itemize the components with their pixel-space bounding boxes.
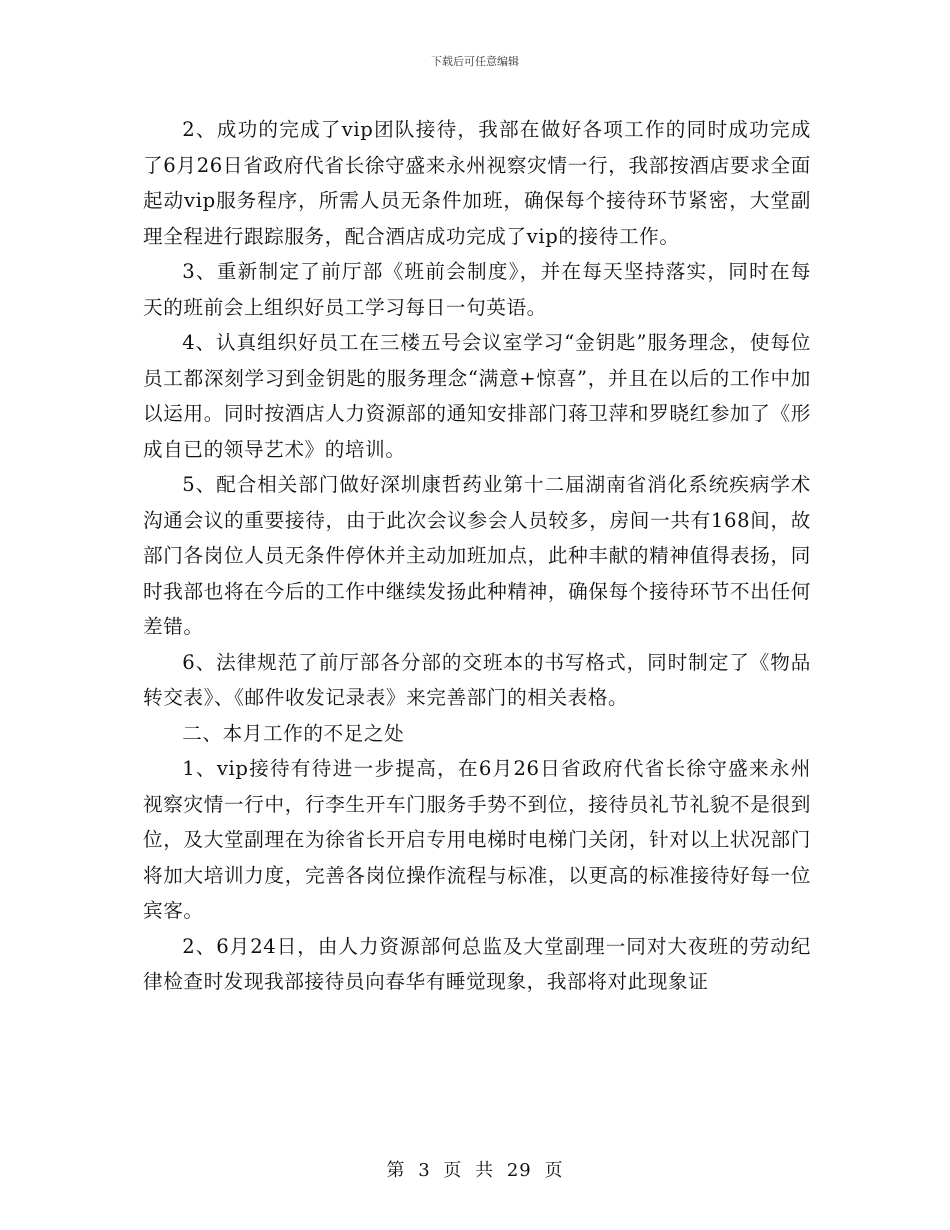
document-body bbox=[143, 112, 811, 1000]
paragraph-item-4: 4、认真组织好员工在三楼五号会议室学习“金钥匙”服务理念，使每位员工都深刻学习到金钥匙的服务理念“满意+惊喜”，并且在以后的工作中加以运用。同时按酒店人力资源部的通知安排部门蒋卫萍和罗晓红参加了《形成自已的领导艺术》的培训。 bbox=[143, 331, 811, 461]
paragraph-shortcoming-1: 1、vip接待有待进一步提高，在6月26日省政府代省长徐守盛来永州视察灾情一行中，行李生开车门服务手势不到位，接待员礼节礼貌不是很到位，及大堂副理在为徐省长开启专用电梯时电梯门关闭，针对以上状况部门将加大培训力度，完善各岗位操作流程与标准，以更高的标准接待好每一位宾客。 bbox=[143, 757, 811, 922]
section-heading-shortcomings: 二、本月工作的不足之处 bbox=[182, 721, 405, 745]
page-number-footer: 第 3 页 共 29 页 bbox=[386, 1160, 564, 1181]
page-header-note: 下载后可任意编辑 bbox=[431, 55, 519, 68]
paragraph-item-6: 6、法律规范了前厅部各分部的交班本的书写格式，同时制定了《物品转交表》、《邮件收发记录表》来完善部门的相关表格。 bbox=[143, 650, 811, 709]
paragraph-item-5: 5、配合相关部门做好深圳康哲药业第十二届湖南省消化系统疾病学术沟通会议的重要接待，由于此次会议参会人员较多，房间一共有168间，故部门各岗位人员无条件停休并主动加班加点，此种丰献的精神值得表扬，同时我部也将在今后的工作中继续发扬此种精神，确保每个接待环节不出任何差错。 bbox=[143, 473, 811, 638]
paragraph-item-3: 3、重新制定了前厅部《班前会制度》，并在每天坚持落实，同时在每天的班前会上组织好员工学习每日一句英语。 bbox=[143, 260, 811, 319]
paragraph-shortcoming-2: 2、6月24日，由人力资源部何总监及大堂副理一同对大夜班的劳动纪律检查时发现我部接待员向春华有睡觉现象，我部将对此现象证 bbox=[143, 934, 811, 993]
paragraph-item-2: 2、成功的完成了vip团队接待，我部在做好各项工作的同时成功完成了6月26日省政府代省长徐守盛来永州视察灾情一行，我部按酒店要求全面起动vip服务程序，所需人员无条件加班，确保每个接待环节紧密，大堂副理全程进行跟踪服务，配合酒店成功完成了vip的接待工作。 bbox=[143, 118, 811, 248]
